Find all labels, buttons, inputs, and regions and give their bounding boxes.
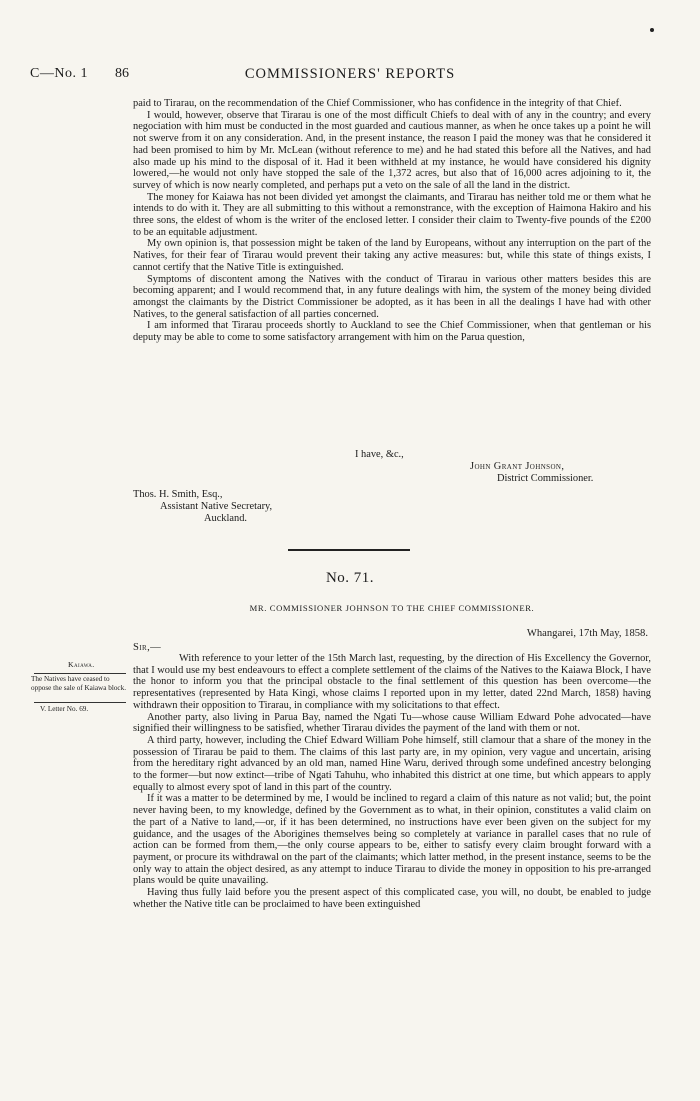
addressee-place: Auckland. bbox=[204, 513, 247, 524]
signer-name: John Grant Johnson, bbox=[470, 461, 565, 472]
paragraph: I am informed that Tirarau proceeds shortly to Auckland to see the Chief Commissioner, when that gentleman or his deputy may be able to come to some satisfactory arrangement with him on the Parua question, bbox=[133, 320, 651, 344]
dateline: Whangarei, 17th May, 1858. bbox=[526, 628, 648, 639]
letter-subtitle: MR. COMMISSIONER JOHNSON TO THE CHIEF COMMISSIONER. bbox=[249, 603, 535, 613]
paragraph: Having thus fully laid before you the present aspect of this complicated case, you will, no doubt, be enabled to judge whether the Native title can be proclaimed to have been extinguished bbox=[133, 887, 651, 910]
paragraph: My own opinion is, that possession might be taken of the land by Europeans, without any interruption on the part of the Natives, for their fear of Tirarau would prevent their taking any active measures: but, while this state of things exists, I cannot certify that the Native Title is extinguished. bbox=[133, 238, 651, 273]
margin-rule bbox=[34, 673, 126, 674]
ink-dot bbox=[650, 28, 654, 32]
section-divider bbox=[288, 549, 410, 551]
paragraph: A third party, however, including the Chief Edward William Pohe himself, still clamour that a share of the money in the possession of Tirarau be paid to them. The claims of this last party are, in my opinion, very vague and uncertain, arising from the hereditary right advanced by an old man, named Hine Waru, derived through some undefined ancestry belonging to the former—but now extinct—tribe of Ngati Tahuhu, who inhabited this district at one time, but which appears to apply equally to almost every spot of land in this part of the country. bbox=[133, 734, 651, 793]
margin-reference: V. Letter No. 69. bbox=[40, 705, 89, 713]
addressee-title: Assistant Native Secretary, bbox=[160, 501, 273, 512]
margin-heading: Kaiawa. bbox=[68, 660, 95, 669]
letter-71-body bbox=[133, 653, 651, 910]
running-title: COMMISSIONERS' REPORTS bbox=[244, 66, 456, 82]
page-number: 86 bbox=[115, 66, 129, 81]
letter-number: No. 71. bbox=[325, 570, 375, 586]
paragraph: If it was a matter to be determined by me, I would be inclined to regard a claim of this nature as not valid; but, the point never having been, to my knowledge, defined by the Government as to what, in their opinion, constitutes a valid claim on the part of a Native to land,—or, if it has been determined, no instructions have ever been given on the subject for my guidance, and the usages of the Aborigines themselves being so completely at variance in parallel cases that no rule of action can be formed from them,—the only course appears to be, either to satisfy every claim brought forward with a payment, or procure its withdrawal on the part of the claimants; which latter method, in the present instance, seems to be the only way to attain the object desired, as any attempt to induce Tirarau to divide the money in opposition to his pre-arranged plans would be quite unavailing. bbox=[133, 793, 651, 887]
paragraph: Another party, also living in Parua Bay, named the Ngati Tu—whose cause William Edward Pohe advocated—have signified their willingness to be satisfied, whether Tirarau divides the payment of the land with them or not. bbox=[133, 711, 651, 735]
page-header bbox=[30, 66, 670, 84]
paragraph: Symptoms of discontent among the Natives with the conduct of Tirarau in various other matters besides this are becoming apparent; and I would recommend that, in any future dealings with him, the system of the money being divided amongst the claimants by the District Commissioner be adopted, as it has been in all the dealings I have had with other Natives, to the general satisfaction of all parties concerned. bbox=[133, 273, 651, 320]
letter-70-body bbox=[133, 98, 651, 344]
closing: I have, &c., bbox=[355, 449, 404, 460]
paragraph: With reference to your letter of the 15th March last, requesting, by the direction of His Excellency the Governor, that I would use my best endeavours to effect a complete settlement of the claims of the Natives to the Kaiawa Block, I have the honor to inform you that the principal obstacle to the final settlement of this question has been overcome—the representatives (represented by Hata Kingi, whose claims I reported upon in my letter, dated 22nd March, 1858) having withdrawn their opposition to Tirarau, in compliance with my solicitations to that effect. bbox=[133, 653, 651, 711]
paragraph: I would, however, observe that Tirarau is one of the most difficult Chiefs to deal with of any in the country; and every negociation with him must be conducted in the most guarded and cautious manner, as when he once takes up a point he will not swerve from it on any consideration. And, in the present instance, the reason I paid the money was that he considered it had been promised to him by Mr. McLean (without reference to me) and he had stated this before all the Natives, and had also made up his mind to the disposal of it. Had it been withheld at my instance, he would have considered his dignity lowered,—he would not only have stopped the sale of the 1,372 acres, but also that of 16,000 acres adjoining to it, the survey of which is now nearly completed, and perhaps put a veto on the sale of all the land in the district. bbox=[133, 109, 651, 191]
addressee-name: Thos. H. Smith, Esq., bbox=[133, 489, 223, 500]
paragraph: paid to Tirarau, on the recommendation of the Chief Commissioner, who has confidence in the integrity of that Chief. bbox=[133, 98, 622, 109]
margin-note-text: The Natives have ceased to oppose the sale of Kaiawa block. bbox=[31, 675, 127, 692]
series-label: C—No. 1 bbox=[30, 66, 88, 81]
paragraph: The money for Kaiawa has not been divided yet amongst the claimants, and Tirarau has neither told me or them what he intends to do with it. They are all submitting to this without a remonstrance, with the exception of Haimona Hakiro and his three sons, the eldest of whom is the writer of the enclosed letter. I consider their claim to Twenty-five pounds of the £200 to be an equitable adjustment. bbox=[133, 191, 651, 238]
margin-rule bbox=[34, 702, 126, 703]
salutation: Sir,— bbox=[133, 642, 162, 653]
signer-title: District Commissioner. bbox=[497, 473, 594, 484]
